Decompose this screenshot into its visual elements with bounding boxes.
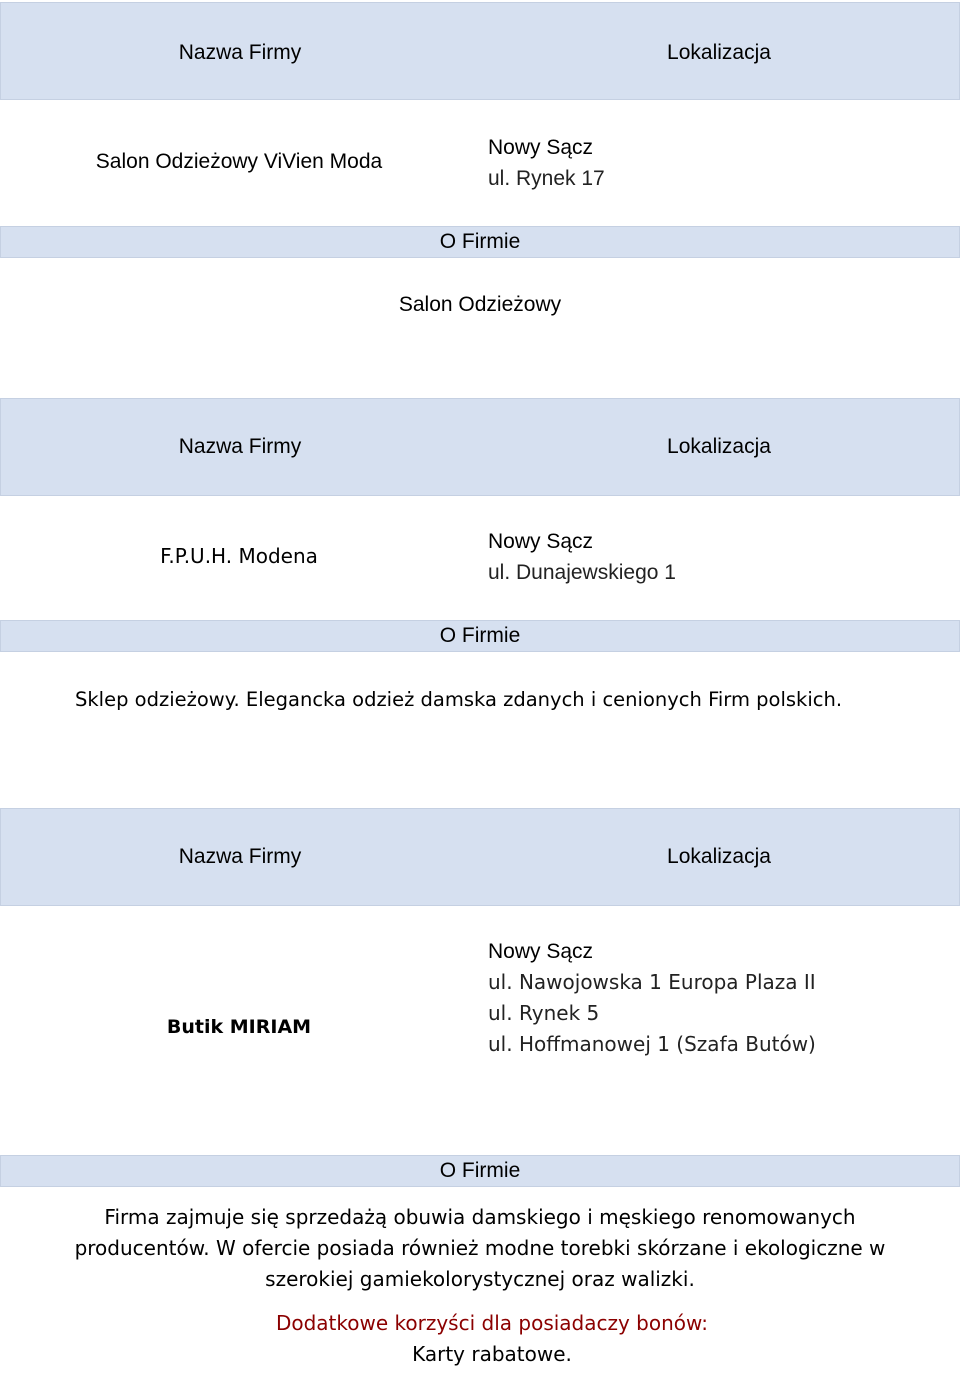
firm-description: Salon Odzieżowy (398, 293, 562, 316)
column-header-name: Nazwa Firmy (178, 41, 302, 64)
header-band (0, 808, 960, 906)
firm-description: Sklep odzieżowy. Elegancka odzież damska zdanych i cenionych Firm polskich. (75, 688, 843, 711)
location-city: Nowy Sącz (488, 940, 594, 963)
location-address: ul. Dunajewskiego 1 (488, 561, 676, 584)
firm-location (488, 936, 816, 1060)
benefits-title: Dodatkowe korzyści dla posiadaczy bonów: (275, 1311, 709, 1335)
firm-location (488, 132, 605, 194)
location-city: Nowy Sącz (488, 136, 594, 159)
location-address: ul. Rynek 17 (488, 167, 605, 190)
about-header: O Firmie (0, 620, 960, 652)
location-city: Nowy Sącz (488, 530, 594, 553)
about-header: O Firmie (0, 1155, 960, 1187)
header-band (0, 2, 960, 100)
firm-name: Salon Odzieżowy ViVien Moda (95, 150, 383, 173)
column-header-location: Lokalizacja (667, 435, 771, 458)
firm-location (488, 526, 676, 588)
location-address: ul. Hoffmanowej 1 (Szafa Butów) (488, 1032, 816, 1056)
firm-description: Firma zajmuje się sprzedażą obuwia damskiego i męskiego renomowanych producentów. W ofercie posiada również modne torebki skórzane i ekologiczne w szerokiej gamiekolorystycznej oraz walizki. (74, 1205, 886, 1291)
firm-name: F.P.U.H. Modena (160, 544, 318, 568)
column-header-location: Lokalizacja (667, 845, 771, 868)
about-header: O Firmie (0, 226, 960, 258)
header-band (0, 398, 960, 496)
location-address: ul. Rynek 5 (488, 1001, 600, 1025)
column-header-location: Lokalizacja (667, 41, 771, 64)
column-header-name: Nazwa Firmy (178, 845, 302, 868)
column-header-name: Nazwa Firmy (178, 435, 302, 458)
benefits-text: Karty rabatowe. (412, 1342, 572, 1366)
location-address: ul. Nawojowska 1 Europa Plaza II (488, 970, 816, 994)
firm-name: Butik MIRIAM (166, 1016, 312, 1038)
